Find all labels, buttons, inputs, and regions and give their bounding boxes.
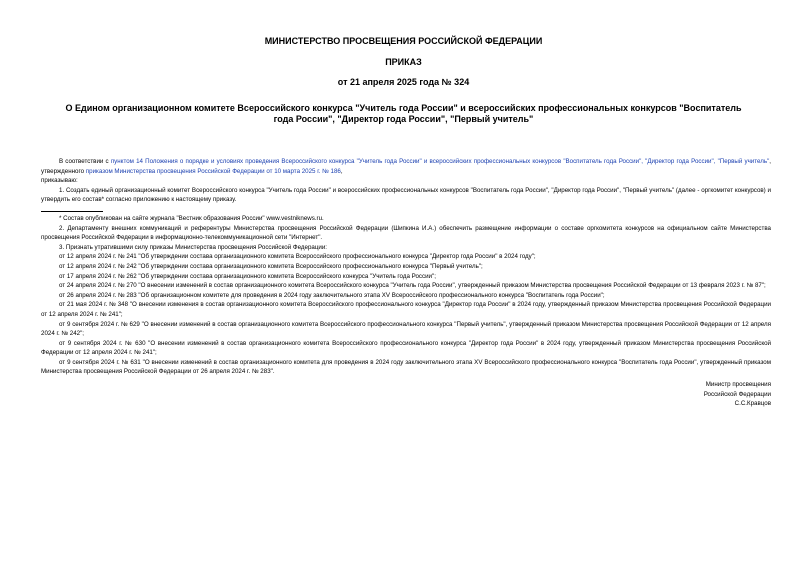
signature-position: Министр просвещения: [705, 381, 771, 389]
list-item: от 24 апреля 2024 г. № 270 "О внесении изменений в состав организационного комитета Всероссийского конкурса "Учитель года России", утвержденный приказом Министерства просвещения Российской Федерации от 13 февраля 2023 г. № 87";: [59, 282, 766, 290]
item-1: 1. Создать единый организационный комитет Всероссийского конкурса "Учитель года России" и всероссийских профессиональных конкурсов "Воспитатель года России", "Директор года России", "Первый учитель" (далее - оргкомитет конкурсов) и утвердить его состав* согласно приложению к настоящему приказу.: [41, 186, 771, 204]
preamble-text: В соответствии с: [59, 158, 111, 165]
list-item: от 26 апреля 2024 г. № 283 "Об организационном комитете для проведения в 2024 году заключительного этапа XV Всероссийского профессионального конкурса "Воспитатель года России";: [59, 291, 605, 299]
list-item: от 12 апреля 2024 г. № 242 "Об утверждении состава организационного комитета Всероссийского профессионального конкурса "Первый учитель";: [59, 262, 483, 270]
list-item: от 21 мая 2024 г. № 348 "О внесении изменения в состав организационного комитета Всероссийского профессионального конкурса "Директор года России" в 2024 году, утвержденный приказом Министерства просвещения Российской Федерации от 12 апреля 2024 г. № 241";: [41, 301, 771, 318]
ministry-heading: МИНИСТЕРСТВО ПРОСВЕЩЕНИЯ РОССИЙСКОЙ ФЕДЕРАЦИИ: [264, 36, 543, 46]
list-item: от 9 сентября 2024 г. № 629 "О внесении изменений в состав организационного комитета Всероссийского профессионального конкурса "Первый учитель", утвержденный приказом Министерства просвещения Российской Федерации от 12 апреля 2024 г. № 242";: [41, 320, 771, 338]
footnote-divider: [41, 211, 103, 212]
order-link[interactable]: приказом Министерства просвещения Российской Федерации от 10 марта 2025 г. № 186: [85, 167, 341, 175]
list-item: от 9 сентября 2024 г. № 630 "О внесении изменений в состав организационного комитета Всероссийского профессионального конкурса "Директор года России" в 2024 году, утвержденный приказом Министерства просвещения Российской Федерации от 12 апреля 2024 г. № 241";: [41, 339, 771, 357]
document-body: [41, 157, 771, 409]
preamble-text: , утвержденного: [41, 158, 772, 175]
document-title: О Едином организационном комитете Всероссийского конкурса "Учитель года России" и всероссийских профессиональных конкурсов "Воспитатель года России", "Директор года России", "Первый учитель": [65, 103, 742, 124]
item-2: 2. Департаменту внешних коммуникаций и референтуры Министерства просвещения Российской Федерации (Шипкина И.А.) обеспечить размещение информации о составе оргкомитета конкурсов на официальном сайте Министерства просвещения Российской Федерации в информационно-телекоммуникационной сети "Интернет".: [41, 224, 771, 242]
list-item: от 12 апреля 2024 г. № 241 "Об утверждении состава организационного комитета Всероссийского профессионального конкурса "Директор года России" в 2024 году";: [59, 253, 536, 261]
signature-name: С.С.Кравцов: [734, 400, 771, 408]
item-3: 3. Признать утратившими силу приказы Министерства просвещения Российской Федерации:: [59, 243, 328, 251]
signature-country: Российской Федерации: [703, 390, 771, 398]
footnote: * Состав опубликован на сайте журнала "Вестник образования России" www.vestniknews.ru.: [59, 214, 324, 222]
date-number: от 21 апреля 2025 года № 324: [337, 77, 470, 87]
document-type: ПРИКАЗ: [385, 57, 422, 67]
preamble: [41, 157, 771, 176]
regulation-link[interactable]: пунктом 14 Положения о порядке и условиях проведения Всероссийского конкурса "Учитель года России" и всероссийских профессиональных конкурсов "Воспитатель года России", "Директор года России", "Первый учитель": [110, 158, 770, 165]
preamble-text: ,: [340, 167, 343, 175]
order-word: приказываю:: [41, 177, 78, 185]
list-item: от 17 апреля 2024 г. № 262 "Об утверждении состава организационного комитета Всероссийского конкурса "Учитель года России";: [59, 272, 436, 280]
signature-block: [41, 380, 771, 409]
list-item: от 9 сентября 2024 г. № 631 "О внесении изменений в состав организационного комитета для проведения в 2024 году заключительного этапа XV Всероссийского профессионального конкурса "Воспитатель года России", утвержденный приказом Министерства просвещения Российской Федерации от 26 апреля 2024 г. № 283".: [41, 358, 771, 376]
